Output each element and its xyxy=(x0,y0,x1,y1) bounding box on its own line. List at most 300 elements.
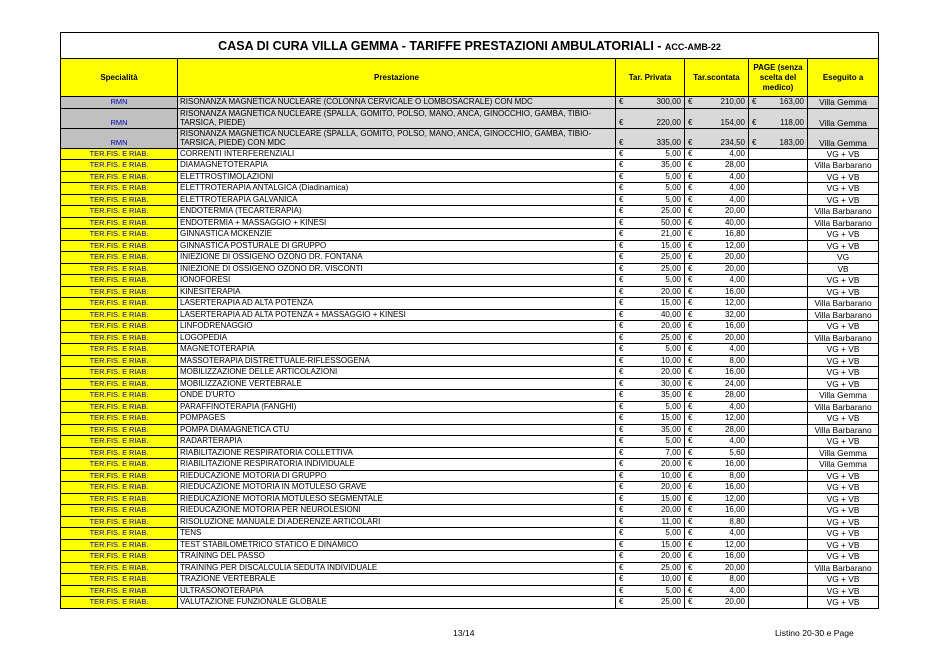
tar-privata-cell: 15,00 xyxy=(630,493,685,505)
eseguito-cell: VG + VB xyxy=(808,275,879,287)
tar-privata-cell: 20,00 xyxy=(630,367,685,379)
table-row xyxy=(61,321,879,333)
currency-cell xyxy=(749,401,763,413)
currency-cell: € xyxy=(749,97,763,109)
specialita-cell: TER.FIS. E RIAB. xyxy=(61,252,178,264)
tar-scontata-cell: 20,00 xyxy=(699,206,749,218)
currency-cell xyxy=(749,459,763,471)
prestazione-cell: CORRENTI INTERFERENZIALI xyxy=(178,148,616,160)
currency-cell: € xyxy=(685,401,699,413)
currency-cell xyxy=(749,263,763,275)
currency-cell: € xyxy=(685,229,699,241)
tar-privata-cell: 10,00 xyxy=(630,470,685,482)
specialita-cell: TER.FIS. E RIAB. xyxy=(61,286,178,298)
page-cell xyxy=(763,413,808,425)
specialita-cell: TER.FIS. E RIAB. xyxy=(61,367,178,379)
specialita-cell: TER.FIS. E RIAB. xyxy=(61,401,178,413)
eseguito-cell: Villa Barbarano xyxy=(808,206,879,218)
currency-cell: € xyxy=(616,194,630,206)
page-cell xyxy=(763,367,808,379)
tar-scontata-cell: 20,00 xyxy=(699,597,749,609)
currency-cell: € xyxy=(616,390,630,402)
eseguito-cell: VG + VB xyxy=(808,229,879,241)
tar-privata-cell: 5,00 xyxy=(630,194,685,206)
currency-cell: € xyxy=(685,97,699,109)
page-cell xyxy=(763,470,808,482)
tar-privata-cell: 5,00 xyxy=(630,585,685,597)
currency-cell: € xyxy=(685,171,699,183)
currency-cell xyxy=(749,505,763,517)
page-cell xyxy=(763,528,808,540)
specialita-cell: TER.FIS. E RIAB. xyxy=(61,493,178,505)
currency-cell: € xyxy=(685,332,699,344)
currency-cell: € xyxy=(685,194,699,206)
eseguito-cell: VG xyxy=(808,252,879,264)
specialita-cell: TER.FIS. E RIAB. xyxy=(61,516,178,528)
currency-cell: € xyxy=(685,344,699,356)
table-row xyxy=(61,528,879,540)
tar-privata-cell: 15,00 xyxy=(630,240,685,252)
prestazione-cell: TEST STABILOMETRICO STATICO E DINAMICO xyxy=(178,539,616,551)
tar-scontata-cell: 16,00 xyxy=(699,459,749,471)
currency-cell xyxy=(749,528,763,540)
specialita-cell: TER.FIS. E RIAB. xyxy=(61,378,178,390)
currency-cell: € xyxy=(616,355,630,367)
currency-cell: € xyxy=(616,321,630,333)
page-cell xyxy=(763,298,808,310)
eseguito-cell: VG + VB xyxy=(808,183,879,195)
table-row xyxy=(61,194,879,206)
currency-cell: € xyxy=(685,240,699,252)
tar-privata-cell: 5,00 xyxy=(630,183,685,195)
prestazione-cell: ULTRASONOTERAPIA xyxy=(178,585,616,597)
eseguito-cell: VG + VB xyxy=(808,171,879,183)
table-row xyxy=(61,516,879,528)
tar-privata-cell: 10,00 xyxy=(630,355,685,367)
currency-cell: € xyxy=(685,436,699,448)
currency-cell: € xyxy=(685,585,699,597)
currency-cell: € xyxy=(616,206,630,218)
currency-cell: € xyxy=(616,128,630,148)
currency-cell: € xyxy=(685,128,699,148)
table-row xyxy=(61,240,879,252)
tar-privata-cell: 30,00 xyxy=(630,378,685,390)
currency-cell: € xyxy=(616,424,630,436)
table-row xyxy=(61,413,879,425)
eseguito-cell: VG + VB xyxy=(808,367,879,379)
eseguito-cell: Villa Barbarano xyxy=(808,401,879,413)
table-row xyxy=(61,367,879,379)
specialita-cell: TER.FIS. E RIAB. xyxy=(61,332,178,344)
tar-scontata-cell: 20,00 xyxy=(699,332,749,344)
currency-cell: € xyxy=(616,378,630,390)
tar-scontata-cell: 4,00 xyxy=(699,528,749,540)
currency-cell: € xyxy=(685,493,699,505)
specialita-cell: TER.FIS. E RIAB. xyxy=(61,551,178,563)
eseguito-cell: Villa Gemma xyxy=(808,108,879,128)
table-row xyxy=(61,252,879,264)
currency-cell: € xyxy=(685,183,699,195)
currency-cell: € xyxy=(616,436,630,448)
page-cell xyxy=(763,183,808,195)
currency-cell xyxy=(749,206,763,218)
page-cell xyxy=(763,286,808,298)
table-row xyxy=(61,229,879,241)
table-row xyxy=(61,585,879,597)
currency-cell: € xyxy=(685,574,699,586)
prestazione-cell: RIEDUCAZIONE MOTORIA DI GRUPPO xyxy=(178,470,616,482)
tar-scontata-cell: 8,00 xyxy=(699,470,749,482)
tar-scontata-cell: 4,00 xyxy=(699,194,749,206)
page-cell xyxy=(763,424,808,436)
currency-cell: € xyxy=(685,459,699,471)
eseguito-cell: VG + VB xyxy=(808,194,879,206)
currency-cell xyxy=(749,574,763,586)
currency-cell: € xyxy=(685,321,699,333)
table-row xyxy=(61,148,879,160)
prestazione-cell: ENDOTERMIA (TECARTERAPIA) xyxy=(178,206,616,218)
prestazione-cell: ENDOTERMIA + MASSAGGIO + KINESI xyxy=(178,217,616,229)
currency-cell: € xyxy=(749,108,763,128)
currency-cell: € xyxy=(685,206,699,218)
tar-privata-cell: 5,00 xyxy=(630,275,685,287)
specialita-cell: TER.FIS. E RIAB. xyxy=(61,505,178,517)
page-cell xyxy=(763,436,808,448)
table-row xyxy=(61,263,879,275)
tar-scontata-cell: 28,00 xyxy=(699,160,749,172)
table-row xyxy=(61,470,879,482)
eseguito-cell: VB xyxy=(808,263,879,275)
specialita-cell: TER.FIS. E RIAB. xyxy=(61,321,178,333)
eseguito-cell: VG + VB xyxy=(808,344,879,356)
tar-scontata-cell: 20,00 xyxy=(699,252,749,264)
currency-cell xyxy=(749,436,763,448)
tariff-table xyxy=(60,32,879,609)
currency-cell xyxy=(749,344,763,356)
prestazione-cell: ONDE D'URTO xyxy=(178,390,616,402)
specialita-cell: TER.FIS. E RIAB. xyxy=(61,413,178,425)
currency-cell: € xyxy=(616,505,630,517)
table-row xyxy=(61,401,879,413)
tar-privata-cell: 20,00 xyxy=(630,505,685,517)
table-row xyxy=(61,128,879,148)
tar-privata-cell: 25,00 xyxy=(630,252,685,264)
specialita-cell: TER.FIS. E RIAB. xyxy=(61,355,178,367)
prestazione-cell: RISONANZA MAGNETICA NUCLEARE (COLONNA CERVICALE O LOMBOSACRALE) CON MDC xyxy=(178,97,616,109)
currency-cell xyxy=(749,367,763,379)
table-row xyxy=(61,344,879,356)
currency-cell: € xyxy=(616,108,630,128)
tar-scontata-cell: 16,00 xyxy=(699,367,749,379)
table-row xyxy=(61,298,879,310)
currency-cell xyxy=(749,562,763,574)
eseguito-cell: Villa Gemma xyxy=(808,390,879,402)
tar-scontata-cell: 28,00 xyxy=(699,390,749,402)
table-row xyxy=(61,206,879,218)
page-cell xyxy=(763,585,808,597)
table-row xyxy=(61,493,879,505)
tar-privata-cell: 20,00 xyxy=(630,551,685,563)
header-tar-privata: Tar. Privata xyxy=(616,59,685,97)
specialita-cell: TER.FIS. E RIAB. xyxy=(61,390,178,402)
page-cell xyxy=(763,597,808,609)
tar-privata-cell: 15,00 xyxy=(630,413,685,425)
table-row xyxy=(61,378,879,390)
page-cell xyxy=(763,332,808,344)
document-code: ACC-AMB-22 xyxy=(664,41,721,52)
page-cell xyxy=(763,229,808,241)
prestazione-cell: LINFODRENAGGIO xyxy=(178,321,616,333)
page-cell xyxy=(763,516,808,528)
specialita-cell: TER.FIS. E RIAB. xyxy=(61,470,178,482)
currency-cell: € xyxy=(685,309,699,321)
currency-cell xyxy=(749,160,763,172)
tar-scontata-cell: 4,00 xyxy=(699,275,749,287)
specialita-cell: TER.FIS. E RIAB. xyxy=(61,597,178,609)
eseguito-cell: VG + VB xyxy=(808,539,879,551)
prestazione-cell: LASERTERAPIA AD ALTA POTENZA xyxy=(178,298,616,310)
table-row xyxy=(61,217,879,229)
currency-cell: € xyxy=(685,298,699,310)
currency-cell xyxy=(749,551,763,563)
tar-scontata-cell: 32,00 xyxy=(699,309,749,321)
tar-privata-cell: 25,00 xyxy=(630,206,685,218)
currency-cell: € xyxy=(685,562,699,574)
specialita-cell: RMN xyxy=(61,108,178,128)
specialita-cell: TER.FIS. E RIAB. xyxy=(61,539,178,551)
tar-scontata-cell: 8,00 xyxy=(699,355,749,367)
eseguito-cell: VG + VB xyxy=(808,286,879,298)
page-cell xyxy=(763,309,808,321)
prestazione-cell: MAGNETOTERAPIA xyxy=(178,344,616,356)
eseguito-cell: VG + VB xyxy=(808,413,879,425)
currency-cell xyxy=(749,597,763,609)
header-prestazione: Prestazione xyxy=(178,59,616,97)
table-row xyxy=(61,436,879,448)
tar-privata-cell: 335,00 xyxy=(630,128,685,148)
prestazione-cell: RIABILITAZIONE RESPIRATORIA COLLETTIVA xyxy=(178,447,616,459)
tar-scontata-cell: 16,80 xyxy=(699,229,749,241)
prestazione-cell: IONOFORESI xyxy=(178,275,616,287)
tar-privata-cell: 5,00 xyxy=(630,344,685,356)
currency-cell: € xyxy=(616,562,630,574)
page-cell xyxy=(763,263,808,275)
currency-cell xyxy=(749,539,763,551)
page-cell xyxy=(763,171,808,183)
currency-cell: € xyxy=(685,378,699,390)
currency-cell: € xyxy=(685,390,699,402)
specialita-cell: TER.FIS. E RIAB. xyxy=(61,183,178,195)
tar-privata-cell: 25,00 xyxy=(630,597,685,609)
specialita-cell: RMN xyxy=(61,97,178,109)
eseguito-cell: Villa Gemma xyxy=(808,97,879,109)
tar-privata-cell: 40,00 xyxy=(630,309,685,321)
specialita-cell: TER.FIS. E RIAB. xyxy=(61,275,178,287)
tar-privata-cell: 35,00 xyxy=(630,424,685,436)
currency-cell: € xyxy=(685,275,699,287)
prestazione-cell: INIEZIONE DI OSSIGENO OZONO DR. VISCONTI xyxy=(178,263,616,275)
currency-cell: € xyxy=(685,597,699,609)
eseguito-cell: VG + VB xyxy=(808,321,879,333)
tar-scontata-cell: 12,00 xyxy=(699,298,749,310)
eseguito-cell: Villa Barbarano xyxy=(808,562,879,574)
specialita-cell: TER.FIS. E RIAB. xyxy=(61,309,178,321)
table-row xyxy=(61,108,879,128)
prestazione-cell: DIAMAGNETOTERAPIA xyxy=(178,160,616,172)
tar-privata-cell: 20,00 xyxy=(630,459,685,471)
specialita-cell: RMN xyxy=(61,128,178,148)
page-cell xyxy=(763,194,808,206)
currency-cell xyxy=(749,424,763,436)
table-row xyxy=(61,482,879,494)
eseguito-cell: VG + VB xyxy=(808,355,879,367)
currency-cell: € xyxy=(685,470,699,482)
page-cell xyxy=(763,493,808,505)
table-row xyxy=(61,574,879,586)
currency-cell xyxy=(749,493,763,505)
eseguito-cell: Villa Gemma xyxy=(808,459,879,471)
currency-cell: € xyxy=(685,539,699,551)
prestazione-cell: MASSOTERAPIA DISTRETTUALE-RIFLESSOGENA xyxy=(178,355,616,367)
prestazione-cell: TRAZIONE VERTEBRALE xyxy=(178,574,616,586)
prestazione-cell: INIEZIONE DI OSSIGENO OZONO DR. FONTANA xyxy=(178,252,616,264)
tar-privata-cell: 15,00 xyxy=(630,298,685,310)
table-body xyxy=(61,97,879,609)
prestazione-cell: PARAFFINOTERAPIA (FANGHI) xyxy=(178,401,616,413)
table-row xyxy=(61,447,879,459)
tar-scontata-cell: 20,00 xyxy=(699,263,749,275)
tar-scontata-cell: 40,00 xyxy=(699,217,749,229)
currency-cell: € xyxy=(685,482,699,494)
tar-scontata-cell: 12,00 xyxy=(699,493,749,505)
specialita-cell: TER.FIS. E RIAB. xyxy=(61,562,178,574)
currency-cell xyxy=(749,171,763,183)
table-row xyxy=(61,459,879,471)
currency-cell: € xyxy=(616,516,630,528)
prestazione-cell: RISONANZA MAGNETICA NUCLEARE (SPALLA, GOMITO, POLSO, MANO, ANCA, GINOCCHIO, GAMBA, TIBIO-TARSICA, PIEDE) CON MDC xyxy=(178,128,616,148)
eseguito-cell: VG + VB xyxy=(808,482,879,494)
currency-cell: € xyxy=(616,367,630,379)
specialita-cell: TER.FIS. E RIAB. xyxy=(61,424,178,436)
currency-cell xyxy=(749,298,763,310)
eseguito-cell: Villa Barbarano xyxy=(808,309,879,321)
tar-scontata-cell: 16,00 xyxy=(699,286,749,298)
currency-cell xyxy=(749,585,763,597)
tar-scontata-cell: 4,00 xyxy=(699,401,749,413)
currency-cell: € xyxy=(685,108,699,128)
prestazione-cell: RIEDUCAZIONE MOTORIA IN MOTULESO GRAVE xyxy=(178,482,616,494)
currency-cell xyxy=(749,194,763,206)
tar-scontata-cell: 20,00 xyxy=(699,562,749,574)
currency-cell: € xyxy=(616,171,630,183)
currency-cell: € xyxy=(616,482,630,494)
page-cell xyxy=(763,240,808,252)
prestazione-cell: POMPA DIAMAGNETICA CTU xyxy=(178,424,616,436)
page-cell xyxy=(763,539,808,551)
prestazione-cell: POMPAGES xyxy=(178,413,616,425)
eseguito-cell: Villa Barbarano xyxy=(808,332,879,344)
tar-privata-cell: 20,00 xyxy=(630,482,685,494)
currency-cell: € xyxy=(616,309,630,321)
page-cell xyxy=(763,459,808,471)
specialita-cell: TER.FIS. E RIAB. xyxy=(61,574,178,586)
currency-cell xyxy=(749,390,763,402)
tar-scontata-cell: 28,00 xyxy=(699,424,749,436)
tar-privata-cell: 25,00 xyxy=(630,332,685,344)
currency-cell: € xyxy=(685,413,699,425)
tar-scontata-cell: 12,00 xyxy=(699,240,749,252)
currency-cell: € xyxy=(616,401,630,413)
table-row xyxy=(61,286,879,298)
specialita-cell: TER.FIS. E RIAB. xyxy=(61,217,178,229)
currency-cell: € xyxy=(685,286,699,298)
currency-cell: € xyxy=(616,528,630,540)
header-page: PAGE (senza scelta del medico) xyxy=(749,59,808,97)
specialita-cell: TER.FIS. E RIAB. xyxy=(61,459,178,471)
currency-cell: € xyxy=(616,97,630,109)
tar-privata-cell: 5,00 xyxy=(630,401,685,413)
eseguito-cell: VG + VB xyxy=(808,551,879,563)
specialita-cell: TER.FIS. E RIAB. xyxy=(61,263,178,275)
tar-scontata-cell: 24,00 xyxy=(699,378,749,390)
page-cell xyxy=(763,505,808,517)
table-row xyxy=(61,505,879,517)
eseguito-cell: VG + VB xyxy=(808,528,879,540)
header-tar-scontata: Tar.scontata xyxy=(685,59,749,97)
tar-scontata-cell: 4,00 xyxy=(699,585,749,597)
page-cell xyxy=(763,574,808,586)
table-row xyxy=(61,355,879,367)
table-row xyxy=(61,424,879,436)
currency-cell xyxy=(749,217,763,229)
eseguito-cell: VG + VB xyxy=(808,574,879,586)
prestazione-cell: GINNASTICA MCKENZIE xyxy=(178,229,616,241)
tar-scontata-cell: 5,60 xyxy=(699,447,749,459)
specialita-cell: TER.FIS. E RIAB. xyxy=(61,240,178,252)
currency-cell xyxy=(749,413,763,425)
currency-cell: € xyxy=(685,355,699,367)
eseguito-cell: VG + VB xyxy=(808,585,879,597)
tar-scontata-cell: 16,00 xyxy=(699,482,749,494)
prestazione-cell: TENS xyxy=(178,528,616,540)
currency-cell xyxy=(749,321,763,333)
specialita-cell: TER.FIS. E RIAB. xyxy=(61,528,178,540)
currency-cell xyxy=(749,470,763,482)
tar-privata-cell: 220,00 xyxy=(630,108,685,128)
currency-cell xyxy=(749,447,763,459)
prestazione-cell: RIABILITAZIONE RESPIRATORIA INDIVIDUALE xyxy=(178,459,616,471)
page-cell xyxy=(763,206,808,218)
tar-privata-cell: 20,00 xyxy=(630,321,685,333)
tar-scontata-cell: 4,00 xyxy=(699,171,749,183)
table-row xyxy=(61,332,879,344)
page-cell xyxy=(763,252,808,264)
currency-cell: € xyxy=(616,459,630,471)
prestazione-cell: RIEDUCAZIONE MOTORIA MOTULESO SEGMENTALE xyxy=(178,493,616,505)
table-row xyxy=(61,597,879,609)
page-cell xyxy=(763,378,808,390)
eseguito-cell: Villa Gemma xyxy=(808,447,879,459)
price-sheet xyxy=(60,32,878,609)
tar-scontata-cell: 234,50 xyxy=(699,128,749,148)
specialita-cell: TER.FIS. E RIAB. xyxy=(61,160,178,172)
specialita-cell: TER.FIS. E RIAB. xyxy=(61,298,178,310)
currency-cell: € xyxy=(616,263,630,275)
table-row xyxy=(61,183,879,195)
table-row xyxy=(61,562,879,574)
prestazione-cell: ELETTROSTIMOLAZIONI xyxy=(178,171,616,183)
tar-privata-cell: 10,00 xyxy=(630,574,685,586)
